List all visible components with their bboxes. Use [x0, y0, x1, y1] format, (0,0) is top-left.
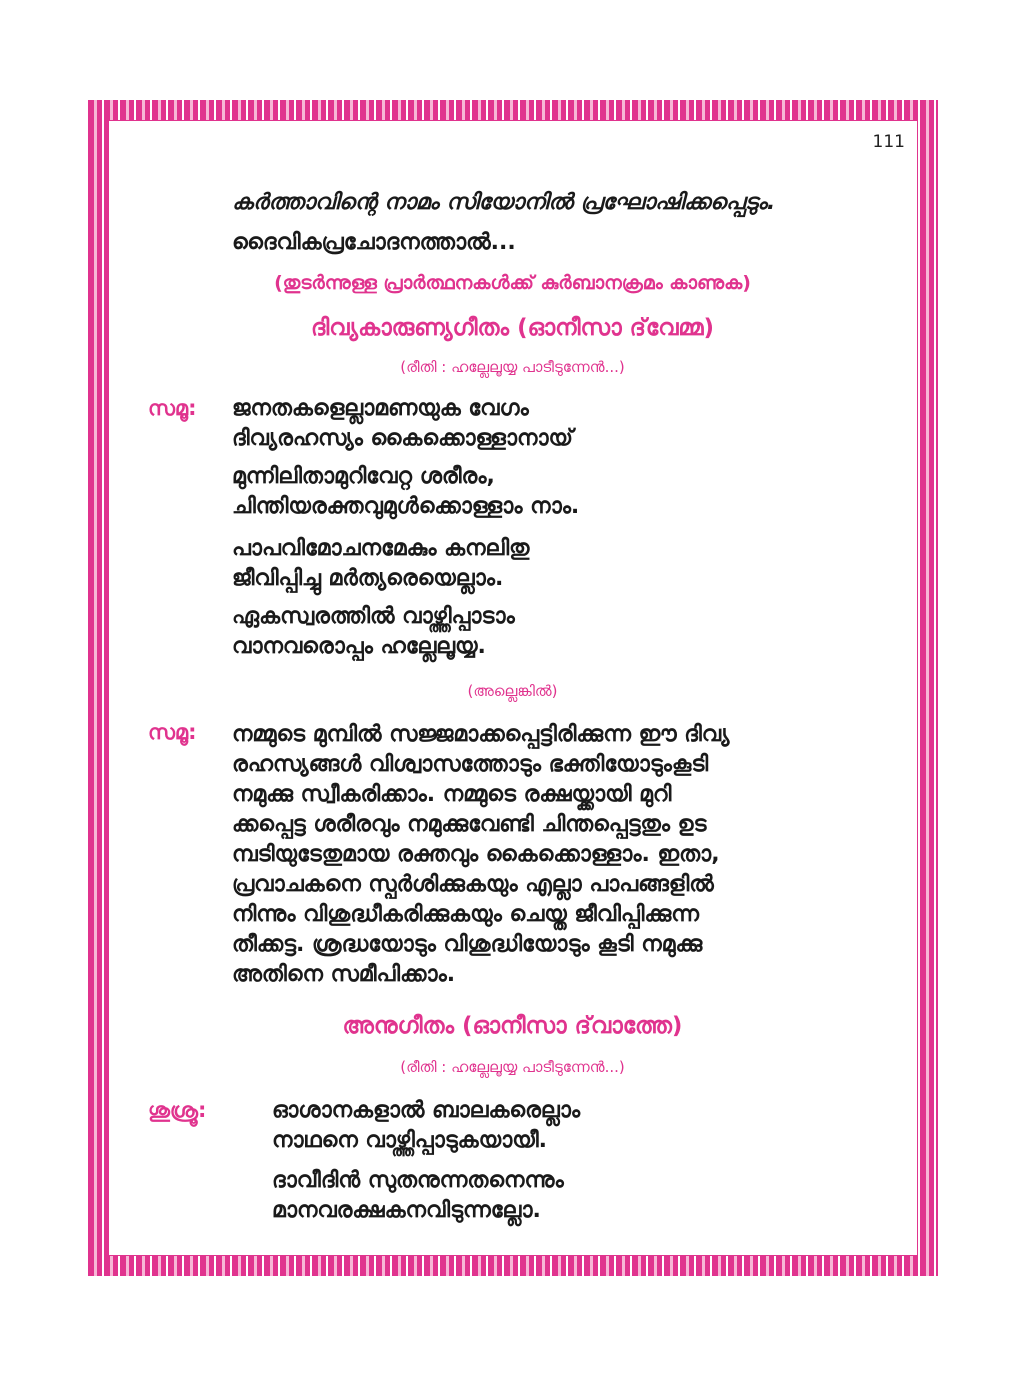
hymn1-stanza3-line1: പാപവിമോചനമേകും കനലിതു	[232, 536, 530, 561]
prose-line: അതിനെ സമീപിക്കാം.	[232, 962, 456, 987]
prose-line: ക്കപ്പെട്ട ശരീരവും നമുക്കുവേണ്ടി ചിന്തപ്പെട്ടതും ഉട	[232, 812, 707, 837]
hymn1-tune: (രീതി : ഹല്ലേലൂയ്യ പാടീടുന്നേൻ...)	[400, 358, 625, 376]
prose-prayer	[232, 720, 877, 990]
hymn1-stanza4-line2: വാനവരൊപ്പം ഹല്ലേലൂയ്യ.	[232, 634, 486, 659]
prose-line: മ്പടിയുടേതുമായ രക്തവും കൈക്കൊള്ളാം. ഇതാ,	[232, 842, 720, 867]
alternative-note: (അല്ലെങ്കിൽ)	[467, 682, 558, 700]
opening-line-1: കർത്താവിന്റെ നാമം സിയോനിൽ പ്രഘോഷിക്കപ്പെടും.	[232, 190, 776, 215]
prose-line: നിന്നും വിശുദ്ധീകരിക്കുകയും ചെയ്ത ജീവിപ്പിക്കുന്ന	[232, 902, 699, 927]
hymn2-stanza1-line1: ഓശാനകളാൽ ബാലകരെല്ലാം	[272, 1098, 581, 1123]
prose-line: രഹസ്യങ്ങൾ വിശ്വാസത്തോടും ഭക്തിയോടുംകൂടി	[232, 752, 709, 777]
hymn2-stanza2-line2: മാനവരക്ഷകനവിടുന്നല്ലോ.	[272, 1198, 541, 1223]
hymn1-stanza2-line1: മുന്നിലിതാമുറിവേറ്റ ശരീരം,	[232, 464, 495, 489]
hymn1-speaker-label: സമൂ:	[148, 396, 197, 420]
hymn2-stanza1-line2: നാഥനെ വാഴ്ത്തിപ്പാടുകയായീ.	[272, 1128, 548, 1153]
prose-line: നമുക്കു സ്വീകരിക്കാം. നമ്മുടെ രക്ഷയ്ക്കായി മുറി	[232, 782, 672, 807]
hymn2-stanza2-line1: ദാവീദിൻ സുതനുന്നതനെന്നും	[272, 1168, 564, 1193]
hymn1-stanza2-line2: ചിന്തിയരക്തവുമുൾക്കൊള്ളാം നാം.	[232, 494, 580, 519]
prose-line: തീക്കട്ട. ശ്രദ്ധയോടും വിശുദ്ധിയോടും കൂടി നമുക്കു	[232, 932, 703, 957]
hymn1-stanza1-line1: ജനതകളെല്ലാമണയുക വേഗം	[232, 396, 529, 421]
hymn1-title: ദിവ്യകാരുണ്യഗീതം (ഓനീസാ ദ്‌വേമ്മ)	[310, 315, 715, 341]
hymn1-stanza4-line1: ഏകസ്വരത്തിൽ വാഴ്ത്തിപ്പാടാം	[232, 604, 515, 629]
prose-speaker-label: സമൂ:	[148, 720, 197, 744]
page-number: 111	[872, 132, 905, 152]
hymn1-stanza3-line2: ജീവിപ്പിച്ചു മർത്യരെയെല്ലാം.	[232, 566, 504, 591]
prose-line: നമ്മുടെ മുമ്പിൽ സജ്ജമാക്കപ്പെട്ടിരിക്കുന്ന ഈ ദിവ്യ	[232, 722, 730, 747]
hymn2-tune: (രീതി : ഹല്ലേലൂയ്യ പാടീടുന്നേൻ...)	[400, 1058, 625, 1076]
prose-line: പ്രവാചകനെ സ്പർശിക്കുകയും എല്ലാ പാപങ്ങളിൽ	[232, 872, 714, 897]
hymn2-title: അനുഗീതം (ഓനീസാ ദ്‌വാത്തേ)	[342, 1013, 683, 1039]
opening-line-2: ദൈവികപ്രചോദനത്താൽ...	[232, 230, 516, 255]
hymn2-speaker-label: ശുശ്രൂ:	[148, 1098, 207, 1122]
hymn1-stanza1-line2: ദിവ്യരഹസ്യം കൈക്കൊള്ളാനായ്	[232, 426, 574, 451]
instruction-note: (തുടർന്നുള്ള പ്രാർത്ഥനകൾക്ക് കുർബാനക്രമം കാണുക)	[274, 272, 751, 294]
